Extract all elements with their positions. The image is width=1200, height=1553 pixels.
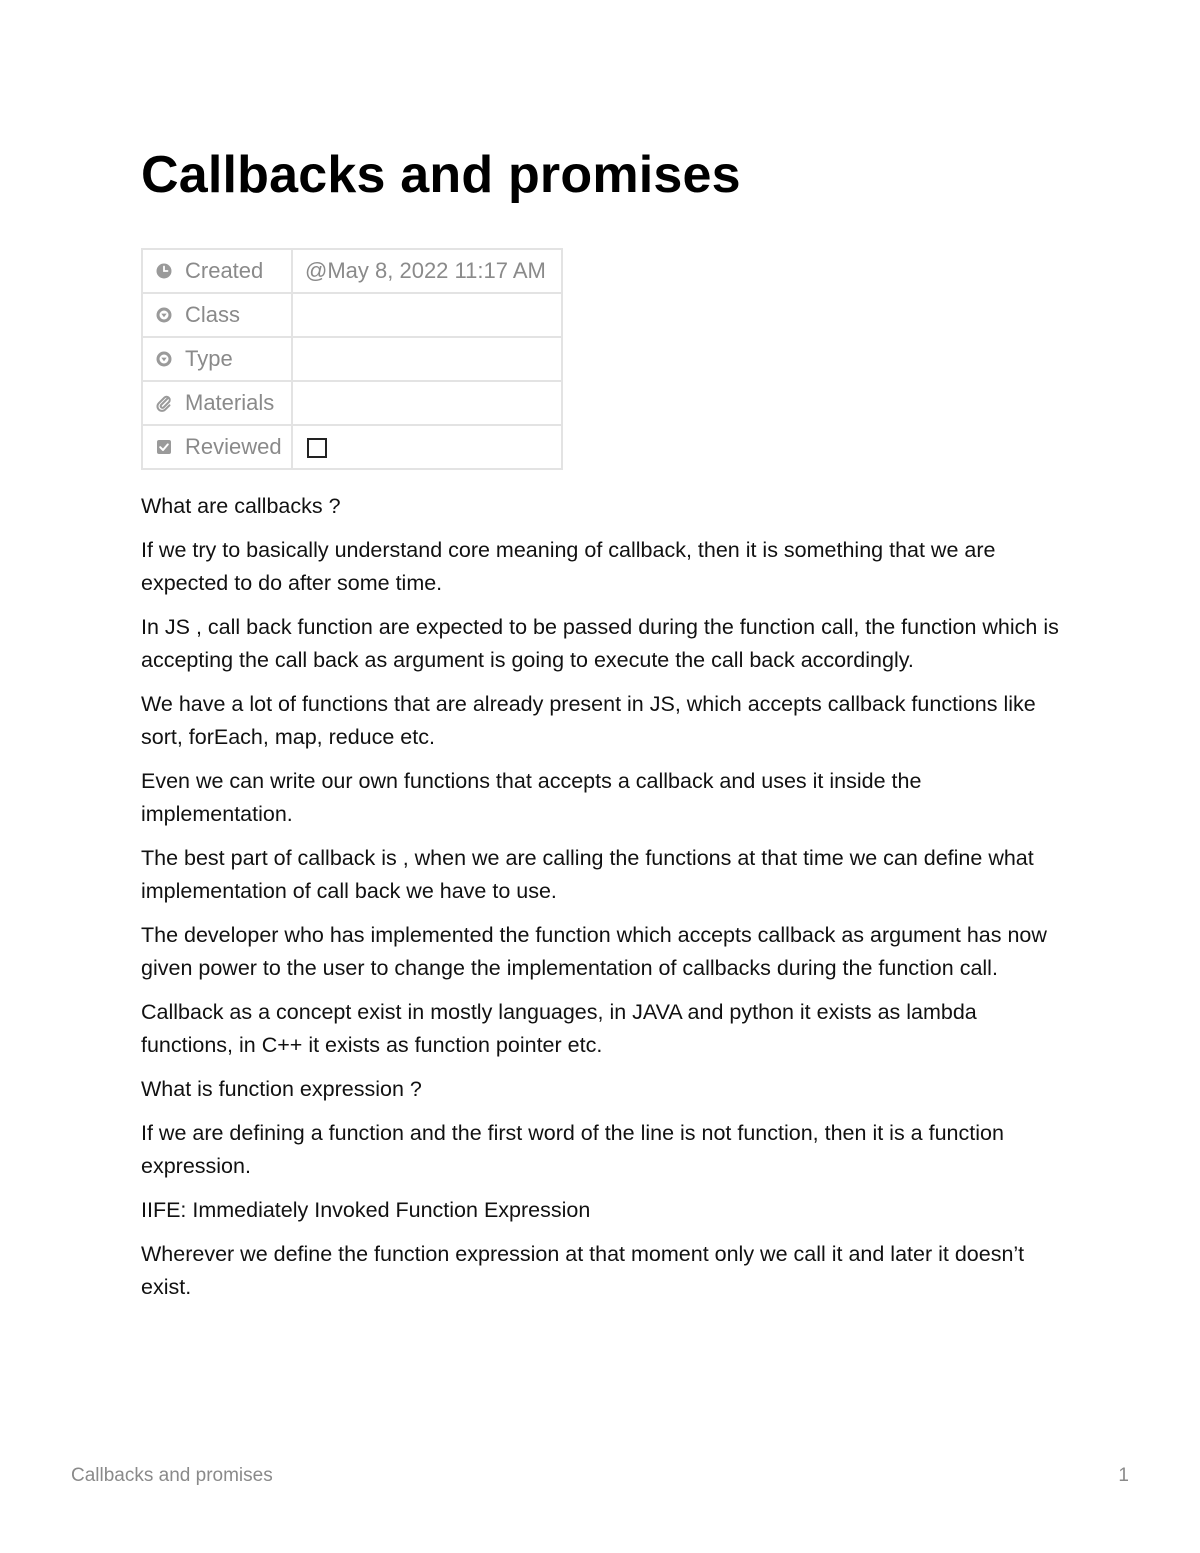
paragraph: Even we can write our own functions that accepts a callback and uses it inside the implementation.	[141, 769, 922, 826]
paragraph: The developer who has implemented the function which accepts callback as argument has now given power to the user to change the implementation of callbacks during the function call.	[141, 923, 1047, 980]
property-label-type: Type	[185, 346, 233, 371]
select-icon	[155, 306, 173, 324]
footer-page-number: 1	[1118, 1465, 1129, 1486]
footer-title: Callbacks and promises	[71, 1465, 273, 1486]
property-row-class	[142, 293, 562, 337]
clock-icon	[155, 262, 173, 280]
paragraph: If we are defining a function and the first word of the line is not function, then it is a function expression.	[141, 1121, 1004, 1178]
property-label-created: Created	[185, 258, 264, 283]
property-label-cell	[142, 293, 292, 337]
property-label-cell	[142, 425, 292, 469]
page-title: Callbacks and promises	[141, 146, 741, 204]
reviewed-checkbox[interactable]	[307, 438, 327, 458]
property-label-class: Class	[185, 302, 241, 327]
paragraph: If we try to basically understand core meaning of callback, then it is something that we are expected to do after some time.	[141, 538, 996, 595]
checkbox-icon	[155, 438, 173, 456]
paragraph: We have a lot of functions that are already present in JS, which accepts callback functions like sort, forEach, map, reduce etc.	[141, 692, 1036, 749]
paragraph: In JS , call back function are expected to be passed during the function call, the function which is accepting the call back as argument is going to execute the call back accordingly.	[141, 615, 1059, 672]
paragraph: IIFE: Immediately Invoked Function Expression	[141, 1198, 591, 1222]
properties-table	[141, 248, 563, 470]
property-label-cell	[142, 249, 292, 293]
select-icon	[155, 350, 173, 368]
property-value-type[interactable]	[292, 337, 562, 381]
property-value-created[interactable]	[292, 249, 562, 293]
paragraph: Callback as a concept exist in mostly languages, in JAVA and python it exists as lambda functions, in C++ it exists as function pointer etc.	[141, 1000, 977, 1057]
property-label-reviewed: Reviewed	[185, 434, 282, 459]
property-label-cell	[142, 381, 292, 425]
property-row-created	[142, 249, 562, 293]
property-value-class[interactable]	[292, 293, 562, 337]
property-row-type	[142, 337, 562, 381]
paragraph: What is function expression ?	[141, 1077, 422, 1101]
property-row-reviewed	[142, 425, 562, 469]
paperclip-icon	[155, 394, 173, 412]
property-label-materials: Materials	[185, 390, 275, 415]
property-value-reviewed	[292, 425, 562, 469]
created-date: @May 8, 2022 11:17 AM	[305, 258, 546, 283]
property-label-cell	[142, 337, 292, 381]
page-content	[141, 490, 1061, 1315]
paragraph: The best part of callback is , when we are calling the functions at that time we can define what implementation of call back we have to use.	[141, 846, 1034, 903]
property-row-materials	[142, 381, 562, 425]
paragraph: What are callbacks ?	[141, 494, 341, 518]
property-value-materials[interactable]	[292, 381, 562, 425]
paragraph: Wherever we define the function expression at that moment only we call it and later it doesn’t exist.	[141, 1242, 1025, 1299]
